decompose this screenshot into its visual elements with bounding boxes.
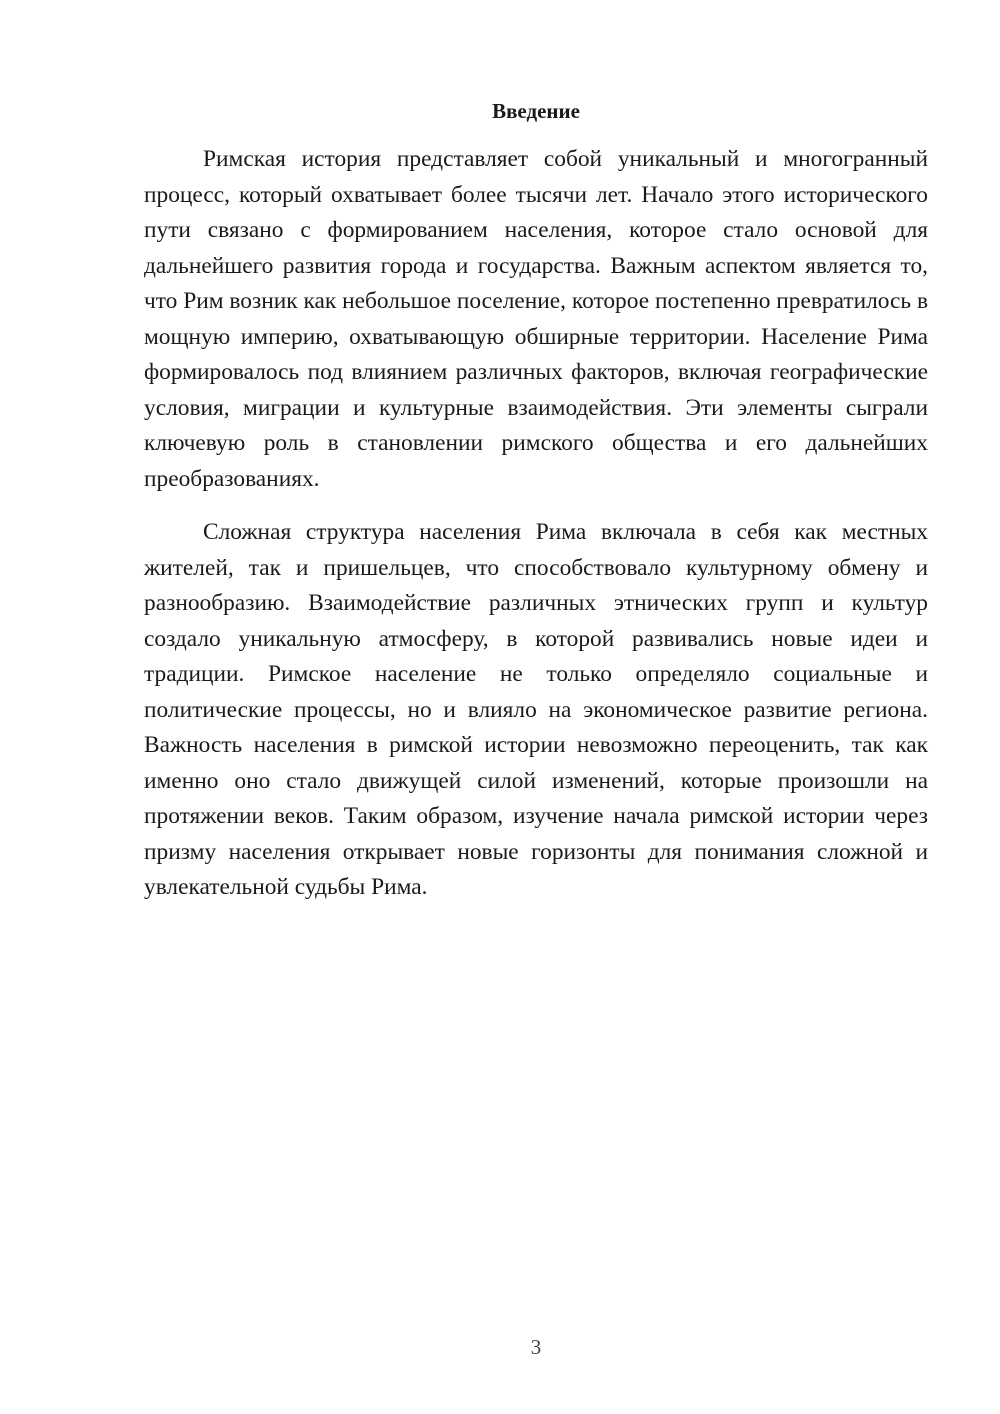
body-text [144, 142, 928, 906]
paragraph-1: Римская история представляет собой уникальный и многогранный процесс, который охватывает более тысячи лет. Начало этого исторического пути связано с формированием населения, которое стало основой для дальнейшего развития города и государства. Важным аспектом является то, что Рим возник как небольшое поселение, которое постепенно превратилось в мощную империю, охватывающую обширные территории. Население Рима формировалось под влиянием различных факторов, включая географические условия, миграции и культурные взаимодействия. Эти элементы сыграли ключевую роль в становлении римского общества и его дальнейших преобразованиях. [144, 146, 928, 492]
paragraph-2: Сложная структура населения Рима включала в себя как местных жителей, так и пришельцев, что способствовало культурному обмену и разнообразию. Взаимодействие различных этнических групп и культур создало уникальную атмосферу, в которой развивались новые идеи и традиции. Римское население не только определяло социальные и политические процессы, но и влияло на экономическое развитие региона. Важность населения в римской истории невозможно переоценить, так как именно оно стало движущей силой изменений, которые произошли на протяжении веков. Таким образом, изучение начала римской истории через призму населения открывает новые горизонты для понимания сложной и увлекательной судьбы Рима. [144, 519, 928, 900]
section-title: Введение [492, 99, 580, 123]
page-number: 3 [530, 1335, 542, 1359]
